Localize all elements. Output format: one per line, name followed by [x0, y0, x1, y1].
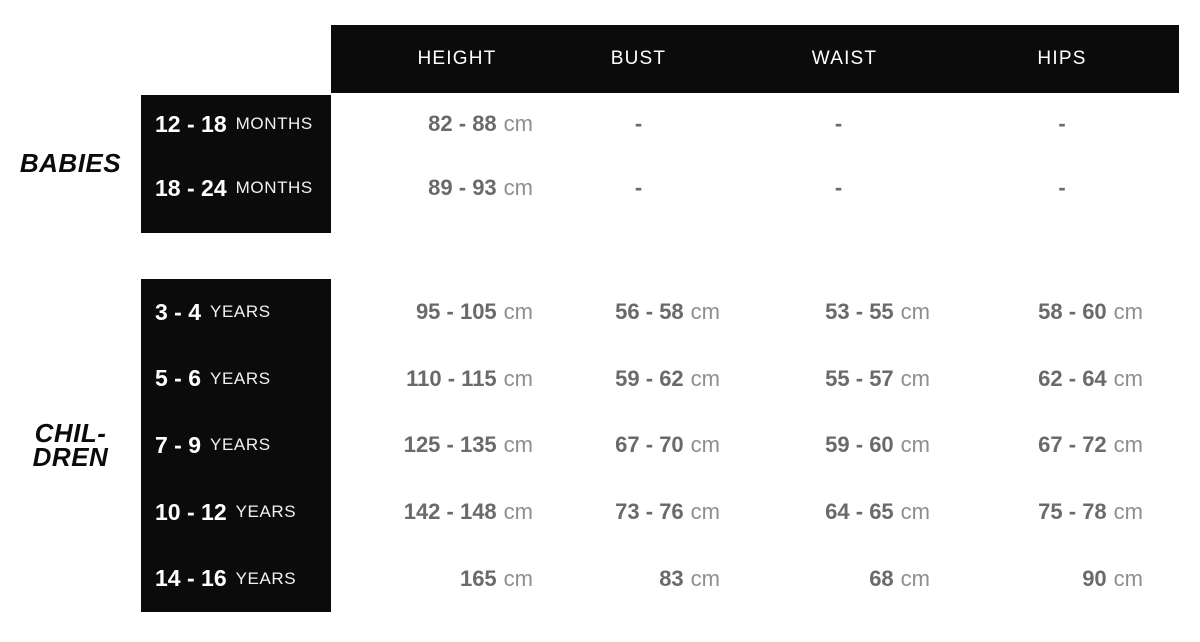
- age-row: [141, 545, 331, 612]
- age-row: [141, 346, 331, 413]
- column-header-hips: HIPS: [1037, 48, 1087, 69]
- measurement-unit: cm: [900, 432, 930, 458]
- measurement-value: 67 - 72: [1038, 432, 1107, 458]
- measurement-cell-hips: [945, 412, 1179, 479]
- age-range: 10 - 12: [155, 498, 227, 525]
- measurement-unit: cm: [503, 432, 533, 458]
- measurement-cell-hips: [945, 279, 1179, 346]
- measurement-cell-hips: [945, 95, 1179, 153]
- measurement-unit: cm: [1113, 432, 1143, 458]
- section-label-children-line1: CHIL-: [34, 418, 107, 449]
- measurement-cell-waist: [732, 346, 945, 413]
- measurement-unit: cm: [1113, 365, 1143, 391]
- age-range: 14 - 16: [155, 565, 227, 592]
- measurement-unit: cm: [1113, 299, 1143, 325]
- measurement-cell-waist: [732, 95, 945, 153]
- measurement-value: 62 - 64: [1038, 365, 1107, 391]
- measurement-unit: cm: [503, 111, 533, 136]
- children-age-box: [141, 279, 331, 612]
- measurement-unit: cm: [900, 365, 930, 391]
- measurement-value: 90: [1082, 565, 1107, 591]
- measurement-cell-hips: [945, 545, 1179, 612]
- age-row: [141, 153, 331, 223]
- measurement-cell-height: [331, 545, 545, 612]
- age-range: 18 - 24: [155, 174, 227, 201]
- measurement-value: 110 - 115: [406, 365, 497, 391]
- measurement-unit: cm: [690, 499, 720, 525]
- measurement-unit: cm: [690, 565, 720, 591]
- measurement-value: -: [1058, 111, 1066, 136]
- age-range: 3 - 4: [155, 298, 202, 325]
- measurement-cell-waist: [732, 153, 945, 223]
- table-header-bar: [331, 25, 1179, 93]
- babies-age-box: [141, 95, 331, 233]
- measurement-unit: cm: [503, 299, 533, 325]
- age-unit: YEARS: [210, 435, 271, 455]
- measurement-value: 56 - 58: [615, 299, 684, 325]
- measurement-value: 165: [459, 565, 497, 591]
- measurement-unit: cm: [503, 175, 533, 200]
- children-measurements: [331, 279, 1179, 612]
- measurement-cell-waist: [732, 412, 945, 479]
- measurement-unit: cm: [503, 565, 533, 591]
- measurement-cell-bust: [545, 95, 732, 153]
- measurement-cell-waist: [732, 545, 945, 612]
- measurement-unit: cm: [900, 299, 930, 325]
- measurement-cell-height: [331, 346, 545, 413]
- measurement-value: 89 - 93: [428, 175, 497, 200]
- measurement-cell-hips: [945, 479, 1179, 546]
- measurement-value: 83: [659, 565, 684, 591]
- section-label-babies-text: BABIES: [19, 148, 122, 179]
- age-range: 5 - 6: [155, 365, 202, 392]
- column-header-waist: WAIST: [811, 48, 878, 69]
- measurement-value: 58 - 60: [1038, 299, 1107, 325]
- column-header-bust: BUST: [610, 48, 667, 69]
- measurement-value: 125 - 135: [403, 432, 497, 458]
- measurement-value: 68: [869, 565, 894, 591]
- age-range: 12 - 18: [155, 110, 227, 137]
- measurement-cell-bust: [545, 545, 732, 612]
- measurement-cell-bust: [545, 346, 732, 413]
- measurement-value: -: [834, 111, 843, 136]
- measurement-cell-waist: [732, 279, 945, 346]
- age-unit: YEARS: [235, 568, 297, 588]
- section-label-children-line2: DREN: [32, 441, 109, 472]
- measurement-unit: cm: [503, 365, 533, 391]
- measurement-cell-hips: [945, 153, 1179, 223]
- age-unit: YEARS: [210, 368, 271, 388]
- measurement-value: -: [1058, 175, 1066, 200]
- measurement-unit: cm: [690, 432, 720, 458]
- age-unit: MONTHS: [235, 114, 313, 133]
- measurement-cell-bust: [545, 279, 732, 346]
- measurement-value: 55 - 57: [825, 365, 894, 391]
- measurement-cell-bust: [545, 412, 732, 479]
- age-unit: YEARS: [235, 502, 297, 522]
- column-header-height: HEIGHT: [417, 48, 497, 69]
- measurement-unit: cm: [1113, 499, 1143, 525]
- measurement-value: -: [634, 175, 643, 200]
- age-range: 7 - 9: [155, 431, 202, 458]
- measurement-cell-height: [331, 153, 545, 223]
- age-row: [141, 479, 331, 546]
- measurement-cell-height: [331, 412, 545, 479]
- measurement-cell-height: [331, 279, 545, 346]
- measurement-value: -: [834, 175, 843, 200]
- measurement-cell-height: [331, 479, 545, 546]
- measurement-value: 64 - 65: [825, 499, 894, 525]
- measurement-unit: cm: [503, 499, 533, 525]
- measurement-unit: cm: [690, 299, 720, 325]
- measurement-value: 73 - 76: [615, 499, 684, 525]
- measurement-cell-bust: [545, 479, 732, 546]
- measurement-value: 95 - 105: [415, 299, 497, 325]
- age-row: [141, 279, 331, 346]
- measurement-value: 53 - 55: [825, 299, 894, 325]
- measurement-unit: cm: [900, 565, 930, 591]
- measurement-unit: cm: [900, 499, 930, 525]
- measurement-value: -: [634, 111, 643, 136]
- measurement-value: 82 - 88: [428, 111, 497, 136]
- measurement-unit: cm: [690, 365, 720, 391]
- measurement-value: 67 - 70: [615, 432, 684, 458]
- measurement-cell-height: [331, 95, 545, 153]
- measurement-cell-hips: [945, 346, 1179, 413]
- measurement-unit: cm: [1113, 565, 1143, 591]
- measurement-value: 75 - 78: [1038, 499, 1107, 525]
- age-row: [141, 95, 331, 153]
- age-unit: MONTHS: [235, 178, 313, 197]
- babies-measurements: [331, 95, 1179, 223]
- section-label-children: [0, 279, 141, 612]
- section-label-babies: [0, 95, 141, 233]
- measurement-value: 59 - 60: [825, 432, 894, 458]
- measurement-cell-bust: [545, 153, 732, 223]
- age-row: [141, 412, 331, 479]
- measurement-value: 59 - 62: [615, 365, 684, 391]
- age-unit: YEARS: [210, 302, 271, 322]
- measurement-cell-waist: [732, 479, 945, 546]
- measurement-value: 142 - 148: [403, 499, 497, 525]
